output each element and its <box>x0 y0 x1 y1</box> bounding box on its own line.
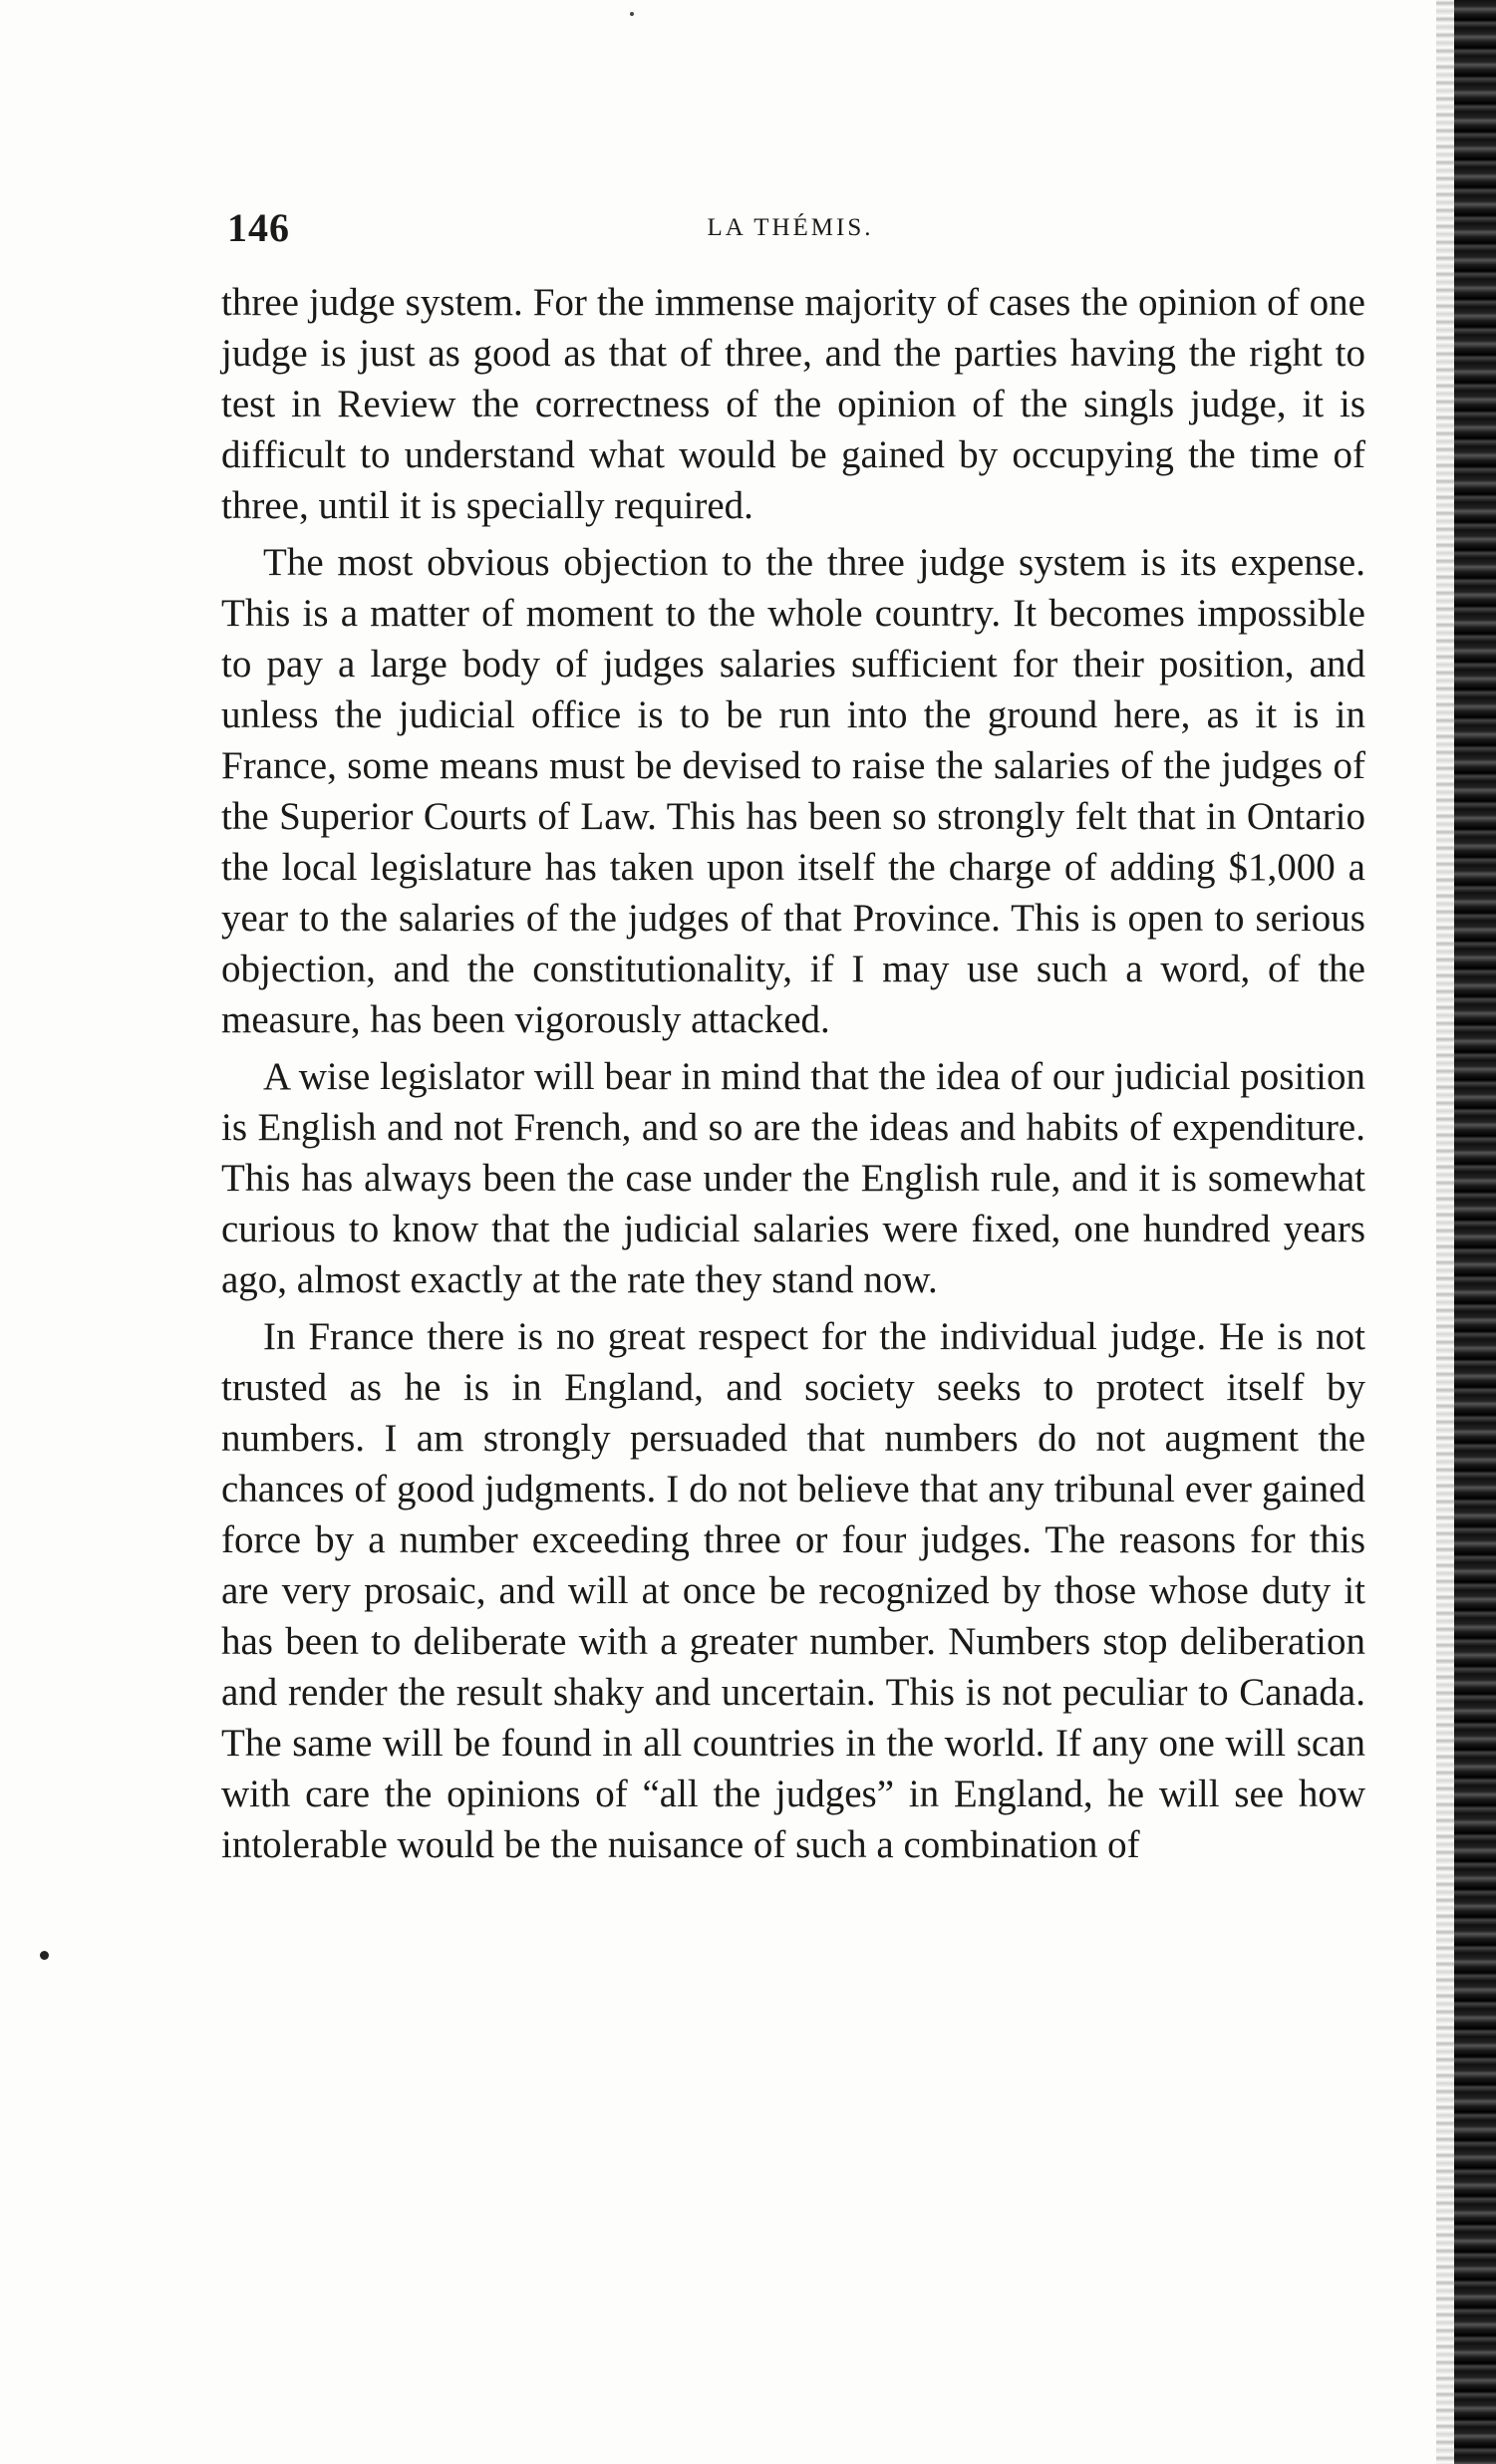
ink-speck <box>630 12 634 16</box>
page-header <box>227 204 1353 264</box>
page-number: 146 <box>227 205 290 250</box>
paragraph-france-judges: In France there is no great respect for the individual judge. He is not trusted as he is in England, and society seeks to protect itself by numbers. I am strongly persuaded that numbers do not augment the chances of good judgments. I do not believe that any tribunal ever gained force by a number exceeding three or four judges. The reasons for this are very prosaic, and will at once be recognized by those whose duty it has been to deliberate with a greater number. Numbers stop deliberation and render the result shaky and uncertain. This is not peculiar to Canada. The same will be found in all countries in the world. If any one will scan with care the opinions of “all the judges” in England, he will see how intolerable would be the nuisance of such a combination of <box>221 1315 1365 1866</box>
paragraph-wise-legislator: A wise legislator will bear in mind that the idea of our judicial position is English and not French, and so are the ideas and habits of expenditure. This has always been the case under the English rule, and it is somewhat curious to know that the judicial salaries were fixed, one hundred years ago, almost exactly at the rate they stand now. <box>221 1055 1365 1301</box>
ink-mark <box>40 1951 49 1960</box>
paragraph-continuation: three judge system. For the immense majority of cases the opinion of one judge is just as good as that of three, and the parties having the right to test in Review the correctness of the opinion of the singls judge, it is difficult to understand what would be gained by occupying the time of three, until it is specially required. <box>221 281 1365 527</box>
running-title: LA THÉMIS. <box>707 214 874 241</box>
paragraph-expense-objection: The most obvious objection to the three judge system is its expense. This is a matter of moment to the whole country. It becomes impossible to pay a large body of judges salaries sufficient for their position, and unless the judicial office is to be run into the ground here, as it is in France, some means must be devised to raise the salaries of the judges of the Superior Courts of Law. This has been so strongly felt that in Ontario the local legislature has taken upon itself the charge of adding $1,000 a year to the salaries of the judges of that Province. This is open to serious objection, and the constitutionality, if I may use such a word, of the measure, has been vigorously attacked. <box>221 541 1365 1041</box>
body-text <box>221 277 1365 1872</box>
page-binding-edge <box>1454 0 1496 2464</box>
